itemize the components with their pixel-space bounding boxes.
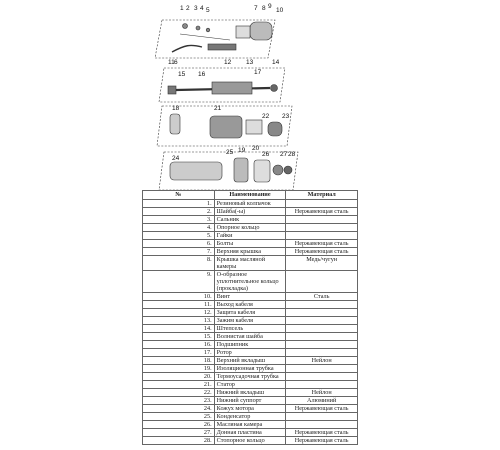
table-row <box>143 357 358 365</box>
callout-label: 15 <box>178 71 186 78</box>
table-row <box>143 301 358 309</box>
callout-label: 1 <box>180 5 184 12</box>
row-material: Нержавеющая сталь <box>286 437 358 445</box>
table-row <box>143 248 358 256</box>
row-name: Опорное кольцо <box>214 224 286 232</box>
row-name: Защита кабеля <box>214 309 286 317</box>
row-material: Сталь <box>286 293 358 301</box>
callout-label: 4 <box>200 5 204 12</box>
row-num: 27. <box>143 429 215 437</box>
callout-label: 10 <box>276 7 284 14</box>
row-num: 25. <box>143 413 215 421</box>
row-name: Изоляционная трубка <box>214 365 286 373</box>
row-num: 13. <box>143 317 215 325</box>
row-material <box>286 349 358 357</box>
row-name: Конденсатор <box>214 413 286 421</box>
callout-label: 24 <box>172 155 180 162</box>
part-rotor <box>212 82 252 94</box>
row-name: Масляная камера <box>214 421 286 429</box>
row-num: 21. <box>143 381 215 389</box>
row-name: Донная пластина <box>214 429 286 437</box>
row-material: Нейлон <box>286 357 358 365</box>
row-num: 12. <box>143 309 215 317</box>
table-row <box>143 365 358 373</box>
row-name: Подшипник <box>214 341 286 349</box>
row-num: 1. <box>143 200 215 208</box>
row-material: Нержавеющая сталь <box>286 429 358 437</box>
part-oil-chamber <box>254 160 270 182</box>
row-name: Выход кабеля <box>214 301 286 309</box>
row-name: Винт <box>214 293 286 301</box>
callout-label: 11 <box>168 59 175 66</box>
row-name: Резиновый колпачок <box>214 200 286 208</box>
row-name: Кожух мотора <box>214 405 286 413</box>
row-name: Гайки <box>214 232 286 240</box>
row-name: Ротор <box>214 349 286 357</box>
callout-label: 19 <box>238 147 246 154</box>
callout-label: 14 <box>272 59 280 66</box>
callout-label: 2 <box>186 5 190 12</box>
row-name: Сальник <box>214 216 286 224</box>
part-bolts <box>180 34 230 40</box>
table-row <box>143 317 358 325</box>
row-name: Стопорное кольцо <box>214 437 286 445</box>
row-material <box>286 317 358 325</box>
exploded-view-diagram <box>150 0 350 192</box>
row-num: 2. <box>143 208 215 216</box>
table-row <box>143 373 358 381</box>
row-material: Медь/чугун <box>286 256 358 271</box>
table-row <box>143 216 358 224</box>
row-material <box>286 381 358 389</box>
row-material <box>286 333 358 341</box>
row-name: Нижний суппорт <box>214 397 286 405</box>
table-row <box>143 429 358 437</box>
row-num: 16. <box>143 341 215 349</box>
part-capacitor <box>234 158 248 182</box>
callout-label: 27 <box>280 151 288 158</box>
callout-label: 20 <box>252 145 260 152</box>
table-row <box>143 309 358 317</box>
row-num: 11. <box>143 301 215 309</box>
header-material: Материал <box>286 191 358 200</box>
part-cable-protection <box>208 44 236 50</box>
callout-label: 23 <box>282 113 290 120</box>
part-lower-liner <box>246 120 262 134</box>
part-seal <box>206 28 210 32</box>
part-top-cover <box>250 22 272 40</box>
row-name: Волнистая шайба <box>214 333 286 341</box>
part-rubber-cap <box>183 24 188 29</box>
row-name: О-образное уплотнительное кольцо (прокладка) <box>214 271 286 293</box>
part-wave-washer <box>271 85 278 92</box>
row-material <box>286 341 358 349</box>
row-name: Статор <box>214 381 286 389</box>
table-row <box>143 333 358 341</box>
row-material <box>286 200 358 208</box>
table-row <box>143 397 358 405</box>
row-material <box>286 413 358 421</box>
row-num: 19. <box>143 365 215 373</box>
row-material <box>286 216 358 224</box>
row-num: 9. <box>143 271 215 293</box>
table-row <box>143 325 358 333</box>
row-num: 28. <box>143 437 215 445</box>
row-num: 10. <box>143 293 215 301</box>
table-row <box>143 224 358 232</box>
table-row <box>143 437 358 445</box>
row-material <box>286 232 358 240</box>
row-material <box>286 301 358 309</box>
callout-label: 18 <box>172 105 180 112</box>
table-row <box>143 271 358 293</box>
row-num: 15. <box>143 333 215 341</box>
row-name: Крышка масляной камеры <box>214 256 286 271</box>
row-name: Болты <box>214 240 286 248</box>
row-material: Нержавеющая сталь <box>286 240 358 248</box>
row-num: 14. <box>143 325 215 333</box>
row-num: 3. <box>143 216 215 224</box>
table-row <box>143 413 358 421</box>
table-row <box>143 421 358 429</box>
row-material <box>286 325 358 333</box>
row-num: 6. <box>143 240 215 248</box>
table-row <box>143 200 358 208</box>
part-stator <box>210 116 242 138</box>
table-row <box>143 232 358 240</box>
callout-label: 13 <box>246 59 254 66</box>
callout-label: 16 <box>198 71 206 78</box>
header-name: Наименование <box>214 191 286 200</box>
part-motor-housing <box>170 162 222 180</box>
part-oil-chamber-cover <box>236 26 250 38</box>
row-name: Верхний вкладыш <box>214 357 286 365</box>
row-num: 4. <box>143 224 215 232</box>
row-num: 20. <box>143 373 215 381</box>
callout-label: 17 <box>254 69 262 76</box>
row-name: Верхняя крышка <box>214 248 286 256</box>
row-material <box>286 373 358 381</box>
row-material: Нейлон <box>286 389 358 397</box>
part-upper-liner <box>170 114 180 134</box>
table-row <box>143 208 358 216</box>
callout-label: 8 <box>262 5 266 12</box>
table-row <box>143 341 358 349</box>
table-row <box>143 293 358 301</box>
callout-label: 7 <box>254 5 258 12</box>
callout-label: 9 <box>268 3 272 10</box>
row-name: Термоусадочная трубка <box>214 373 286 381</box>
row-material <box>286 309 358 317</box>
row-num: 8. <box>143 256 215 271</box>
table-row <box>143 405 358 413</box>
row-num: 24. <box>143 405 215 413</box>
table-row <box>143 256 358 271</box>
row-material: Нержавеющая сталь <box>286 208 358 216</box>
row-material: Алюминий <box>286 397 358 405</box>
part-washer <box>196 26 200 30</box>
row-name: Шайба(-ы) <box>214 208 286 216</box>
row-material: Нержавеющая сталь <box>286 405 358 413</box>
row-num: 22. <box>143 389 215 397</box>
row-material <box>286 224 358 232</box>
row-num: 26. <box>143 421 215 429</box>
row-material <box>286 271 358 293</box>
row-name: Штепсель <box>214 325 286 333</box>
part-lower-support <box>268 122 282 136</box>
part-retaining-ring <box>284 166 292 174</box>
row-num: 5. <box>143 232 215 240</box>
callout-label: 26 <box>262 151 270 158</box>
callout-label: 5 <box>206 7 210 14</box>
row-num: 18. <box>143 357 215 365</box>
callout-label: 22 <box>262 113 270 120</box>
table-row <box>143 389 358 397</box>
row-num: 17. <box>143 349 215 357</box>
row-num: 23. <box>143 397 215 405</box>
row-material: Нержавеющая сталь <box>286 248 358 256</box>
table-row <box>143 349 358 357</box>
callout-label: 28 <box>288 151 296 158</box>
header-num: № <box>143 191 215 200</box>
part-cable-outlet <box>172 45 202 52</box>
table-row <box>143 381 358 389</box>
callout-label: 25 <box>226 149 234 156</box>
table-header-row <box>143 191 358 200</box>
parts-table <box>142 190 358 445</box>
callout-label: 21 <box>214 105 222 112</box>
part-bearing <box>168 86 176 94</box>
row-name: Зажим кабеля <box>214 317 286 325</box>
row-material <box>286 421 358 429</box>
row-name: Нижний вкладыш <box>214 389 286 397</box>
row-material <box>286 365 358 373</box>
callout-label: 6 <box>174 59 178 66</box>
callout-label: 3 <box>194 5 198 12</box>
callout-label: 12 <box>224 59 232 66</box>
table-row <box>143 240 358 248</box>
part-bottom-plate <box>273 165 283 175</box>
row-num: 7. <box>143 248 215 256</box>
